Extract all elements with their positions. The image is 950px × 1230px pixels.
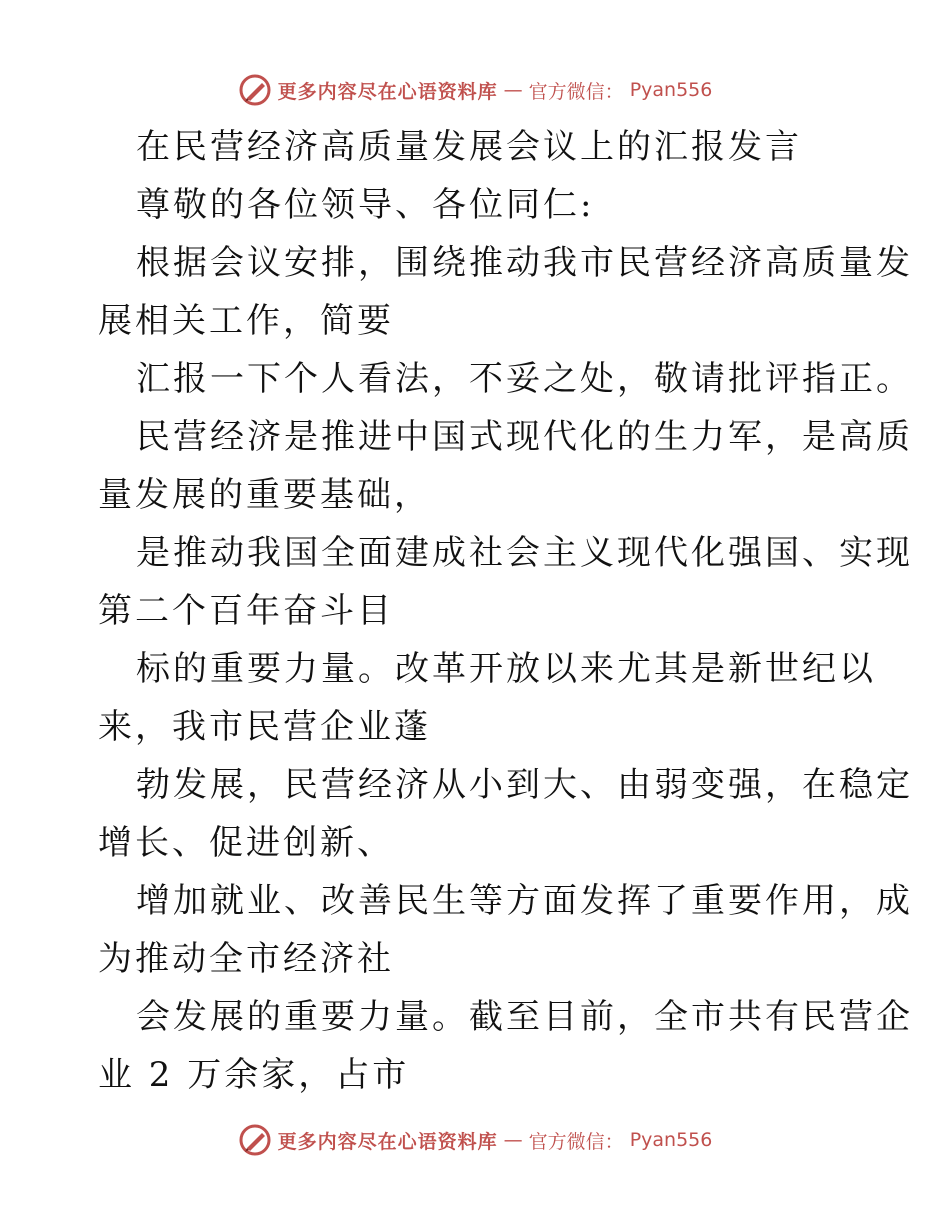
text-line: 汇报一下个人看法，不妥之处，敬请批评指正。 (136, 359, 913, 399)
watermark-brand: 更多内容尽在心语资料库 (277, 1130, 498, 1153)
watermark-brand: 更多内容尽在心语资料库 (277, 80, 498, 103)
text-line: 增长、促进创新、 (98, 823, 394, 863)
watermark-official: 官方微信： (528, 80, 624, 103)
text-line: 业 2 万余家，占市 (98, 1055, 410, 1095)
watermark-separator: — (503, 1129, 523, 1151)
watermark-wechat-id: Pyan556 (629, 1129, 713, 1151)
text-line: 民营经济是推进中国式现代化的生力军，是高质 (136, 417, 913, 457)
text-line: 展相关工作，简要 (98, 301, 394, 341)
text-line: 会发展的重要力量。截至目前，全市共有民营企 (136, 997, 913, 1037)
text-line: 第二个百年奋斗目 (98, 591, 394, 631)
text-line: 增加就业、改善民生等方面发挥了重要作用，成 (136, 881, 913, 921)
document-body (98, 118, 913, 1104)
pen-logo-icon (238, 1123, 272, 1157)
text-line: 来，我市民营企业蓬 (98, 707, 431, 747)
watermark-footer (0, 1120, 950, 1160)
text-line: 勃发展，民营经济从小到大、由弱变强，在稳定 (136, 765, 913, 805)
document-title: 在民营经济高质量发展会议上的汇报发言 (136, 127, 802, 167)
salutation: 尊敬的各位领导、各位同仁: (136, 185, 595, 225)
watermark-wechat-id: Pyan556 (629, 79, 713, 101)
watermark-header (0, 70, 950, 110)
watermark-official: 官方微信： (528, 1130, 624, 1153)
text-line: 是推动我国全面建成社会主义现代化强国、实现 (136, 533, 913, 573)
text-line: 为推动全市经济社 (98, 939, 394, 979)
watermark-separator: — (503, 79, 523, 101)
text-line: 标的重要力量。改革开放以来尤其是新世纪以 (136, 649, 876, 689)
pen-logo-icon (238, 73, 272, 107)
text-line: 根据会议安排，围绕推动我市民营经济高质量发 (136, 243, 913, 283)
text-line: 量发展的重要基础， (98, 475, 431, 515)
